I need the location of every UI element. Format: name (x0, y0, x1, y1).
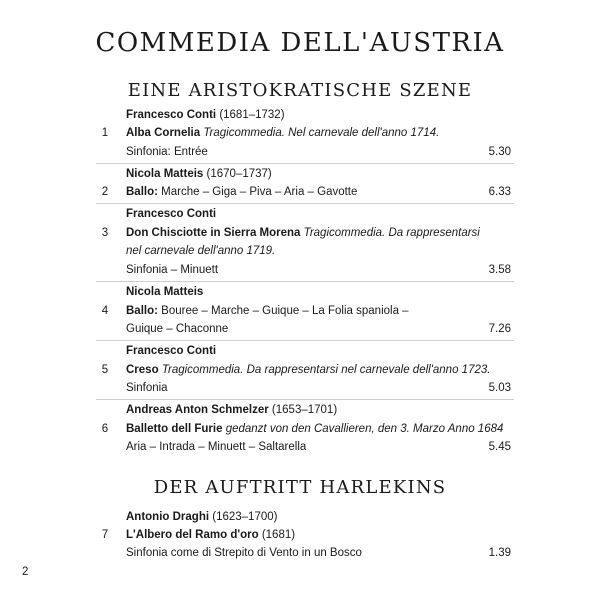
track-5-composer-line (0, 342, 600, 360)
track-1-movements-line (0, 143, 600, 161)
track-6-movements-line (0, 438, 600, 456)
track-duration: 6.33 (488, 186, 511, 198)
track-4-work-line (0, 302, 600, 320)
movements: Marche – Giga – Piva – Aria – Gavotte (161, 186, 358, 198)
work-year: (1681) (261, 529, 296, 541)
composer-dates: (1681–1732) (219, 109, 285, 121)
section-heading-1: EINE ARISTOKRATISCHE SZENE (127, 80, 473, 101)
composer-name: Antonio Draghi (126, 511, 210, 523)
work-title: Ballo: (126, 186, 158, 198)
divider (96, 203, 514, 204)
work-title: Don Chisciotte in Sierra Morena (126, 227, 301, 239)
track-3-work-line-cont (0, 242, 600, 260)
track-number: 2 (101, 186, 109, 198)
track-5-movements-line (0, 379, 600, 397)
track-duration: 5.30 (488, 146, 511, 158)
track-duration: 1.39 (488, 547, 511, 559)
composer-dates: (1623–1700) (212, 511, 278, 523)
track-1-work-line (0, 124, 600, 142)
track-duration: 5.45 (488, 441, 511, 453)
track-2-work-line (0, 183, 600, 201)
track-7-composer-line (0, 508, 600, 526)
track-6-composer-line (0, 401, 600, 419)
section-heading-2: DER AUFTRITT HARLEKINS (153, 477, 447, 498)
composer-name: Francesco Conti (126, 208, 217, 220)
page-number: 2 (22, 566, 29, 578)
movements-cont: Guique – Chaconne (126, 323, 229, 335)
work-title: Creso (126, 364, 159, 376)
movements: Sinfonia – Minuett (126, 264, 219, 276)
track-duration: 7.26 (488, 323, 511, 335)
page-title: COMMEDIA DELL'AUSTRIA (95, 28, 505, 58)
divider (96, 340, 514, 341)
track-3-work-line (0, 224, 600, 242)
composer-name: Andreas Anton Schmelzer (126, 404, 269, 416)
movements: Sinfonia (126, 382, 168, 394)
composer-dates: (1653–1701) (271, 404, 338, 416)
track-duration: 3.58 (488, 264, 511, 276)
track-7-work-line (0, 526, 600, 544)
movements: Sinfonia come di Strepito di Vento in un Bosco (126, 547, 362, 559)
track-number: 4 (101, 305, 109, 317)
track-duration: 5.03 (488, 382, 511, 394)
track-3-composer-line (0, 205, 600, 223)
track-7-movements-line (0, 544, 600, 562)
track-number: 7 (101, 529, 109, 541)
track-5-work-line (0, 361, 600, 379)
work-title: Alba Cornelia (126, 127, 201, 139)
track-number: 1 (101, 127, 109, 139)
divider (96, 163, 514, 164)
track-6-work-line (0, 420, 600, 438)
work-title: L'Albero del Ramo d'oro (126, 529, 259, 541)
divider (96, 399, 514, 400)
track-number: 3 (101, 227, 109, 239)
composer-name: Nicola Matteis (126, 168, 204, 180)
track-1-composer-line (0, 106, 600, 124)
work-subtitle-cont: nel carnevale dell'anno 1719. (126, 245, 276, 257)
work-subtitle: Tragicommedia. Da rappresentarsi nel carnevale dell'anno 1723. (161, 364, 491, 376)
work-title: Balletto dell Furie (126, 423, 223, 435)
movements: Aria – Intrada – Minuett – Saltarella (126, 441, 307, 453)
work-subtitle: Tragicommedia. Da rappresentarsi (303, 227, 480, 239)
divider (96, 281, 514, 282)
track-2-composer-line (0, 165, 600, 183)
work-title: Ballo: (126, 305, 158, 317)
composer-name: Nicola Matteis (126, 286, 204, 298)
track-4-movements-line (0, 320, 600, 338)
movements: Sinfonia: Entrée (126, 146, 208, 158)
track-4-composer-line (0, 283, 600, 301)
track-3-movements-line (0, 261, 600, 279)
composer-name: Francesco Conti (126, 109, 217, 121)
work-subtitle: Tragicommedia. Nel carnevale dell'anno 1714. (203, 127, 440, 139)
work-subtitle: gedanzt von den Cavallieren, den 3. Marzo Anno 1684 (225, 423, 504, 435)
composer-name: Francesco Conti (126, 345, 217, 357)
movements: Bouree – Marche – Guique – La Folia spaniola – (161, 305, 409, 317)
composer-dates: (1670–1737) (206, 168, 272, 180)
track-number: 5 (101, 364, 109, 376)
track-number: 6 (101, 423, 109, 435)
